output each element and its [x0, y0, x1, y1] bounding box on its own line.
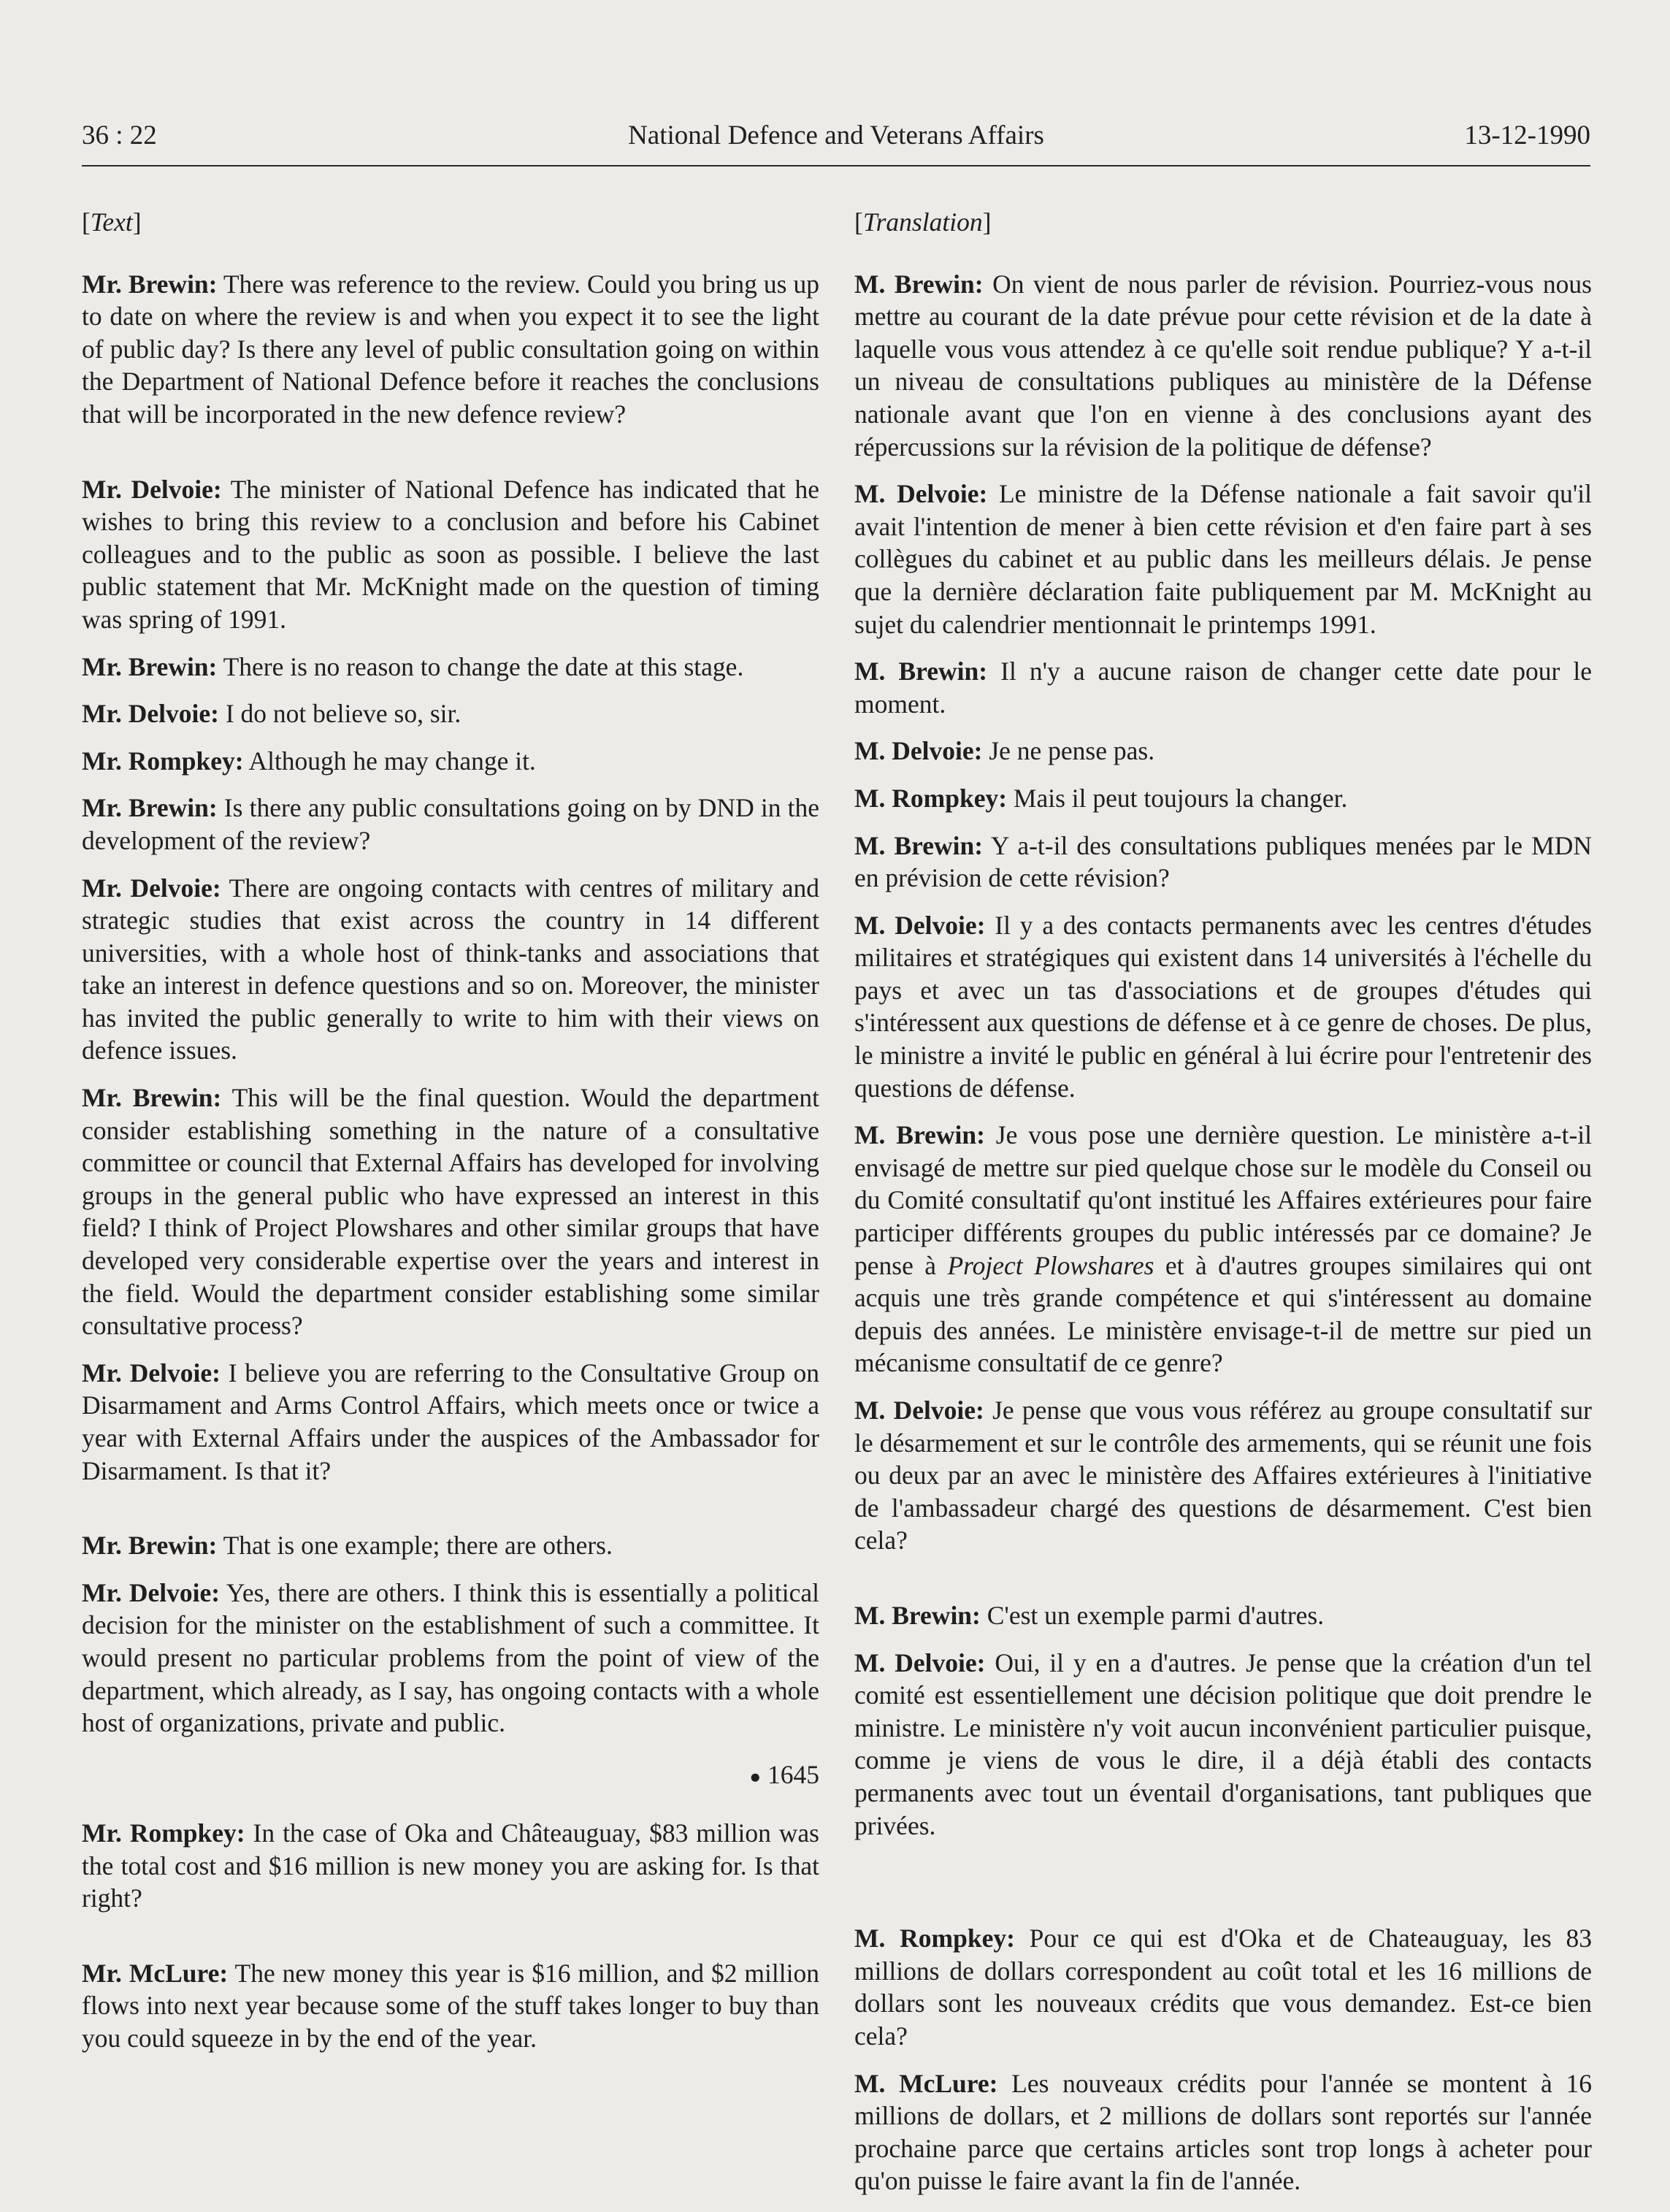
paragraph: Mr. Delvoie: The minister of National Defence has indicated that he wishes to bring this review to a conclusion and before his Cabinet colleagues and to the public as soon as possible. I believe the last public statement that Mr. McKnight made on the question of timing was spring of 1991. — [82, 474, 820, 634]
speaker: Mr. Brewin: — [82, 793, 218, 823]
paragraph: M. Brewin: Il n'y a aucune raison de changer cette date pour le moment. — [854, 657, 1592, 719]
speaker: M. Delvoie: — [854, 479, 988, 509]
speaker: Mr. Rompkey: — [82, 746, 244, 776]
speaker: Mr. Brewin: — [82, 1531, 218, 1561]
paragraph: Mr. Rompkey: In the case of Oka and Châteauguay, $83 million was the total cost and $16 million is new money you are asking for. Is that right? — [82, 1818, 819, 1913]
paragraph: Mr. Rompkey: Although he may change it. — [82, 746, 536, 776]
speaker: M. Brewin: — [854, 269, 984, 299]
paragraph: M. Brewin: Y a-t-il des consultations publiques menées par le MDN en prévision de cette révision? — [854, 830, 1592, 893]
speaker: Mr. Delvoie: — [82, 1577, 221, 1607]
speaker: M. Delvoie: — [854, 736, 983, 766]
speaker: Mr. Delvoie: — [82, 1358, 221, 1388]
translation-label: [Translation] — [854, 207, 992, 237]
paragraph: M. Brewin: C'est un exemple parmi d'autres. — [854, 1600, 1325, 1630]
paragraph: M. Delvoie: Je pense que vous vous référez au groupe consultatif sur le désarmement et sur le contrôle des armements, qui se réunit une fois ou deux par an avec le ministère des Affaires extérieures à l'initiative de l'ambassadeur chargé des questions de désarmement. C'est bien cela? — [854, 1396, 1592, 1555]
speaker: M. Delvoie: — [854, 1396, 984, 1425]
paragraph: Mr. Brewin: Is there any public consultations going on by DND in the development of the review? — [82, 793, 819, 855]
speaker: M. Delvoie: — [854, 910, 986, 940]
speaker: M. Rompkey: — [854, 783, 1008, 813]
paragraph: Mr. Brewin: There was reference to the review. Could you bring us up to date on where the review is and when you expect it to see the light of public day? Is there any level of public consultation going on within the Department of National Defence before it reaches the conclusions that will be incorporated in the new defence review? — [82, 269, 819, 429]
italic-title: Project Plowshares — [947, 1250, 1154, 1280]
text-label: [Text] — [82, 207, 142, 237]
paragraph: M. Rompkey: Mais il peut toujours la changer. — [854, 783, 1348, 813]
speaker: Mr. Delvoie: — [82, 699, 219, 729]
header-date: 13-12-1990 — [1464, 120, 1590, 150]
paragraph: Mr. Brewin: This will be the final question. Would the department consider establishing something in the nature of a consultative committee or council that External Affairs has developed for involving groups in the general public who have expressed an interest in this field? I think of Project Plowshares and other similar groups that have developed very considerable expertise over the years and interest in the field. Would the department consider establishing some similar consultative process? — [82, 1083, 819, 1341]
paragraph: Mr. Brewin: That is one example; there are others. — [82, 1531, 613, 1561]
paragraph: Mr. Delvoie: There are ongoing contacts with centres of military and strategic studies that exist across the country in 14 different universities, with a whole host of think-tanks and associations that take an interest in defence questions and so on. Moreover, the minister has invited the public generally to write to him with their views on defence issues. — [82, 873, 819, 1065]
english-column — [82, 206, 819, 2069]
paragraph: Mr. Brewin: There is no reason to change the date at this stage. — [82, 651, 744, 681]
paragraph: M. Brewin: Je vous pose une dernière question. Le ministère a-t-il envisagé de mettre sur pied quelque chose sur le modèle du Conseil ou du Comité consultatif qu'ont institué les Affaires extérieures pour faire participer différents groupes du public intéressés par ce domaine? Je pense à Project Plowshares et à d'autres groupes similaires qui ont acquis une très grande compétence et qui s'intéressent au domaine depuis des années. Le ministère envisage-t-il de mettre sur pied un mécanisme consultatif de ce genre? — [854, 1120, 1592, 1378]
time-marker: ● 1645 — [749, 1759, 819, 1789]
paragraph: M. Brewin: On vient de nous parler de révision. Pourriez-vous nous mettre au courant de la date prévue pour cette révision et de la date à laquelle vous vous attendez à ce qu'elle soit rendue publique? Y a-t-il un niveau de consultations publiques au ministère de la Défense nationale avant que l'on en vienne à des conclusions ayant des répercussions sur la révision de la politique de défense? — [854, 269, 1592, 462]
speaker: Mr. Brewin: — [82, 651, 218, 681]
speaker: M. Delvoie: — [854, 1647, 986, 1677]
running-header — [82, 114, 1590, 167]
french-column — [854, 206, 1592, 2212]
speaker: M. Rompkey: — [854, 1924, 1015, 1953]
speaker: M. Brewin: — [854, 657, 988, 686]
speaker: Mr. McLure: — [82, 1958, 229, 1988]
speaker: Mr. Rompkey: — [82, 1818, 245, 1848]
paragraph: M. Rompkey: Pour ce qui est d'Oka et de Chateauguay, les 83 millions de dollars correspondent au coût total et les 16 millions de dollars sont les nouveaux crédits que vous demandez. Est-ce bien cela? — [854, 1924, 1592, 2051]
paragraph: M. Delvoie: Oui, il y en a d'autres. Je pense que la création d'un tel comité est essentiellement une décision politique que doit prendre le ministre. Le ministère n'y voit aucun inconvénient particulier puisque, comme je viens de vous le dire, il a déjà établi des contacts permanents avec tout un éventail d'organisations, tant publiques que privées. — [854, 1647, 1592, 1840]
speaker: Mr. Delvoie: — [82, 873, 221, 903]
paragraph: M. Delvoie: Je ne pense pas. — [854, 736, 1155, 766]
speaker: Mr. Brewin: — [82, 1083, 222, 1113]
speaker: Mr. Delvoie: — [82, 474, 222, 504]
speaker: Mr. Brewin: — [82, 269, 218, 299]
paragraph: M. McLure: Les nouveaux crédits pour l'année se montent à 16 millions de dollars, et 2 millions de dollars sont reportés sur l'année prochaine parce que certains articles sont trop longs à acheter pour qu'on puisse le faire avant la fin de l'année. — [854, 2068, 1592, 2196]
speaker: M. McLure: — [854, 2068, 998, 2098]
paragraph: Mr. Delvoie: I do not believe so, sir. — [82, 699, 461, 729]
bullet-icon: ● — [749, 1766, 762, 1788]
paragraph: Mr. Delvoie: Yes, there are others. I think this is essentially a political decision for the minister on the establishment of such a committee. It would present no particular problems from the point of view of the department, which already, as I say, has ongoing contacts with a whole host of organizations, private and public. — [82, 1577, 819, 1738]
paragraph: M. Delvoie: Le ministre de la Défense nationale a fait savoir qu'il avait l'intention de mener à bien cette révision et d'en faire part à ses collègues du cabinet et au public dans les meilleurs délais. Je pense que la dernière déclaration faite publiquement par M. McKnight au sujet du calendrier mentionnait le printemps 1991. — [854, 479, 1592, 639]
paragraph: Mr. Delvoie: I believe you are referring to the Consultative Group on Disarmament and Arms Control Affairs, which meets once or twice a year with External Affairs under the auspices of the Ambassador for Disarmament. Is that it? — [82, 1358, 820, 1485]
speaker: M. Brewin: — [854, 1600, 981, 1630]
paragraph: M. Delvoie: Il y a des contacts permanents avec les centres d'études militaires et stratégiques qui existent dans 14 universités à l'échelle du pays et avec un tas d'associations et de groupes d'études qui s'intéressent aux questions de défense et à ce genre de choses. De plus, le ministre a invité le public en général à lui écrire pour l'entretenir des questions de défense. — [854, 910, 1592, 1103]
header-title: National Defence and Veterans Affairs — [628, 120, 1044, 150]
paragraph: Mr. McLure: The new money this year is $16 million, and $2 million flows into next year because some of the stuff takes longer to buy than you could squeeze in by the end of the year. — [82, 1958, 819, 2053]
page-number: 36 : 22 — [82, 120, 157, 150]
speaker: M. Brewin: — [854, 1120, 985, 1150]
speaker: M. Brewin: — [854, 830, 984, 860]
